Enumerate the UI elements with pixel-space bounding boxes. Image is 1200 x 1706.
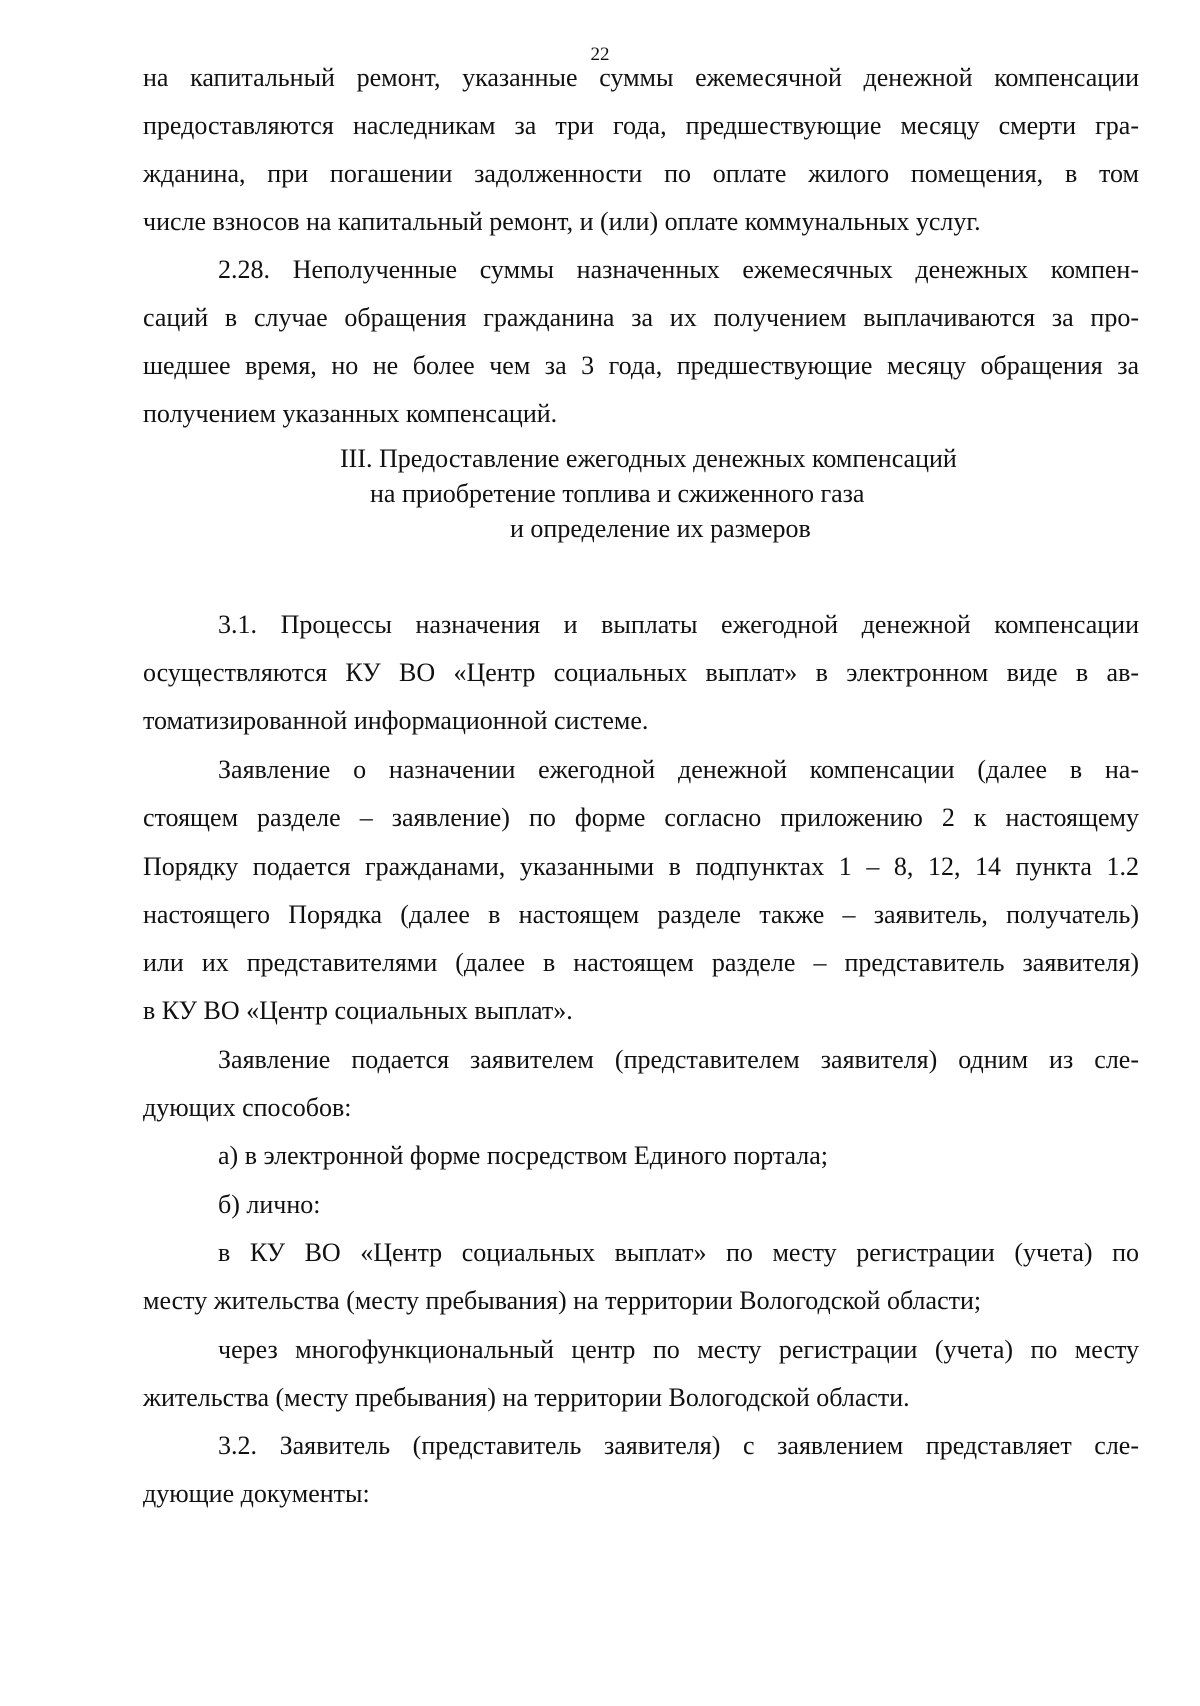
section-heading-line: на приобретение топлива и сжиженного газа (370, 479, 865, 508)
text-line: томатизированной информационной системе. (143, 706, 649, 735)
text-line: Заявление о назначении ежегодной денежной компенсации (далее в на- (218, 755, 1139, 784)
text-line: дующие документы: (143, 1479, 370, 1508)
text-line: или их представителями (далее в настоящем разделе – представитель заявителя) (143, 948, 1139, 977)
text-line: 3.1. Процессы назначения и выплаты ежегодной денежной компенсации (218, 610, 1139, 639)
section-heading-line: III. Предоставление ежегодных денежных компенсаций (340, 444, 957, 473)
text-line: месту жительства (месту пребывания) на территории Вологодской области; (143, 1286, 982, 1315)
text-line: а) в электронной форме посредством Единого портала; (218, 1141, 829, 1170)
text-line: жданина, при погашении задолженности по оплате жилого помещения, в том (143, 159, 1139, 188)
page-number: 22 (590, 44, 610, 65)
text-line: 2.28. Неполученные суммы назначенных ежемесячных денежных компен- (218, 255, 1139, 284)
text-line: осуществляются КУ ВО «Центр социальных выплат» в электронном виде в ав- (143, 658, 1139, 687)
text-line: настоящего Порядка (далее в настоящем разделе также – заявитель, получатель) (143, 900, 1139, 929)
text-line: в КУ ВО «Центр социальных выплат». (143, 996, 573, 1025)
text-line: Заявление подается заявителем (представителем заявителя) одним из сле- (218, 1045, 1139, 1074)
text-line: 3.2. Заявитель (представитель заявителя) с заявлением представляет сле- (218, 1431, 1139, 1460)
text-line: жительства (месту пребывания) на территории Вологодской области. (143, 1383, 910, 1412)
text-line: предоставляются наследникам за три года, предшествующие месяцу смерти гра- (143, 111, 1139, 140)
text-line: дующих способов: (143, 1093, 352, 1122)
text-line: шедшее время, но не более чем за 3 года, предшествующие месяцу обращения за (143, 351, 1139, 380)
text-line: саций в случае обращения гражданина за их получением выплачиваются за про- (143, 303, 1139, 332)
section-heading-line: и определение их размеров (510, 514, 811, 543)
text-line: числе взносов на капитальный ремонт, и (или) оплате коммунальных услуг. (143, 207, 981, 236)
text-line: получением указанных компенсаций. (143, 399, 558, 428)
text-line: через многофункциональный центр по месту регистрации (учета) по месту (218, 1335, 1139, 1364)
text-line: б) лично: (218, 1190, 321, 1219)
text-line: Порядку подается гражданами, указанными в подпунктах 1 – 8, 12, 14 пункта 1.2 (143, 852, 1139, 881)
text-line: стоящем разделе – заявление) по форме согласно приложению 2 к настоящему (143, 803, 1139, 832)
text-line: в КУ ВО «Центр социальных выплат» по месту регистрации (учета) по (218, 1238, 1139, 1267)
text-line: на капитальный ремонт, указанные суммы ежемесячной денежной компенсации (143, 63, 1139, 92)
